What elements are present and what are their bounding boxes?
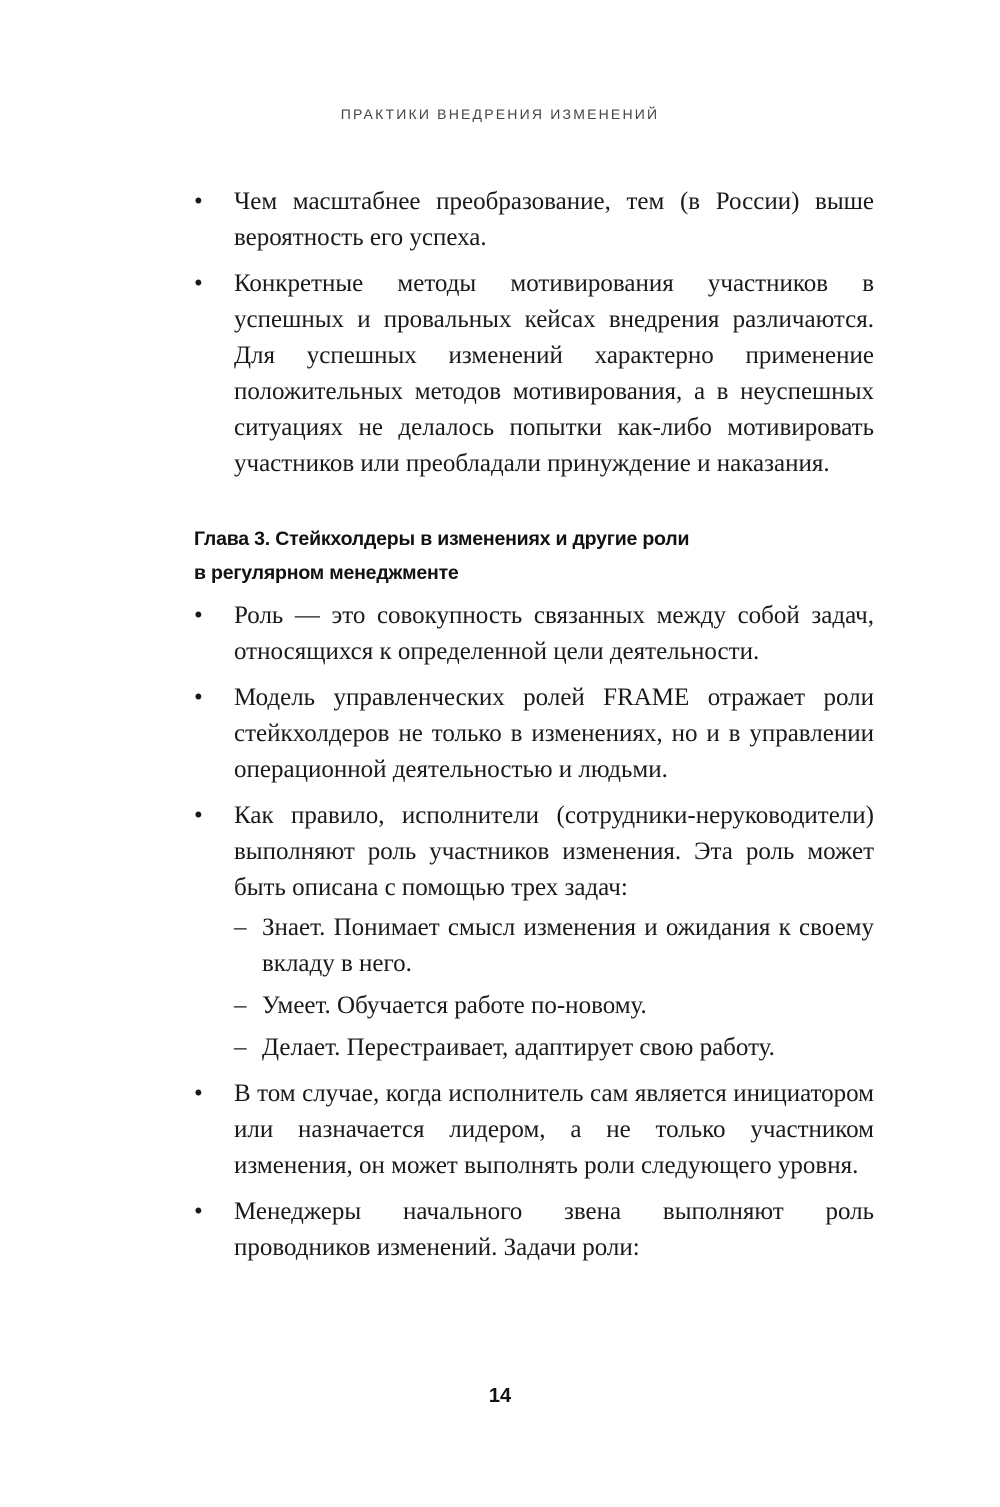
page-number: 14 — [488, 1385, 512, 1407]
list-item — [194, 1076, 874, 1184]
running-header: ПРАКТИКИ ВНЕДРЕНИЯ ИЗМЕНЕНИЙ — [340, 106, 660, 122]
bullet-text: • Как правило, исполнители (сотрудники-неруководители) выполняют роль участников изменения. Эта роль может быть описана с помощью трех задач: — [234, 802, 874, 901]
sublist-item: – Умеет. Обучается работе по-новому. — [234, 988, 874, 1024]
page-body — [194, 184, 874, 1276]
chapter-heading-line: Глава 3. Стейкхолдеры в изменениях и другие роли — [194, 528, 690, 550]
bullet-text: • Роль — это совокупность связанных между собой задач, относящихся к определенной цели деятельности. — [234, 602, 874, 665]
bullet-list-chapter — [194, 598, 874, 1266]
list-item — [194, 798, 874, 1066]
sublist-item: – Знает. Понимает смысл изменения и ожидания к своему вкладу в него. — [234, 910, 874, 982]
sublist-item: – Делает. Перестраивает, адаптирует свою работу. — [234, 1030, 874, 1066]
dash-sublist — [234, 910, 874, 1066]
bullet-text: • Менеджеры начального звена выполняют роль проводников изменений. Задачи роли: — [234, 1198, 874, 1261]
bullet-text: • Чем масштабнее преобразование, тем (в России) выше вероятность его успеха. — [234, 188, 874, 251]
bullet-text: • Модель управленческих ролей FRAME отражает роли стейкхолдеров не только в изменениях, но и в управлении операционной деятельностью и людьми. — [234, 684, 874, 783]
chapter-heading — [194, 522, 874, 590]
chapter-heading-line: в регулярном менеджменте — [194, 562, 459, 584]
bullet-list-intro — [194, 184, 874, 482]
bullet-text: • Конкретные методы мотивирования участников в успешных и провальных кейсах внедрения различаются. Для успешных изменений характерно применение положительных методов мотивирования, а в неуспешных ситуациях не делалось попытки как-либо мотивировать участников или преобладали принуждение и наказания. — [234, 270, 874, 477]
list-item — [194, 680, 874, 788]
list-item — [194, 184, 874, 256]
list-item — [194, 598, 874, 670]
list-item — [194, 1194, 874, 1266]
bullet-text: • В том случае, когда исполнитель сам является инициатором или назначается лидером, а не только участником изменения, он может выполнять роли следующего уровня. — [234, 1080, 874, 1179]
list-item — [194, 266, 874, 482]
